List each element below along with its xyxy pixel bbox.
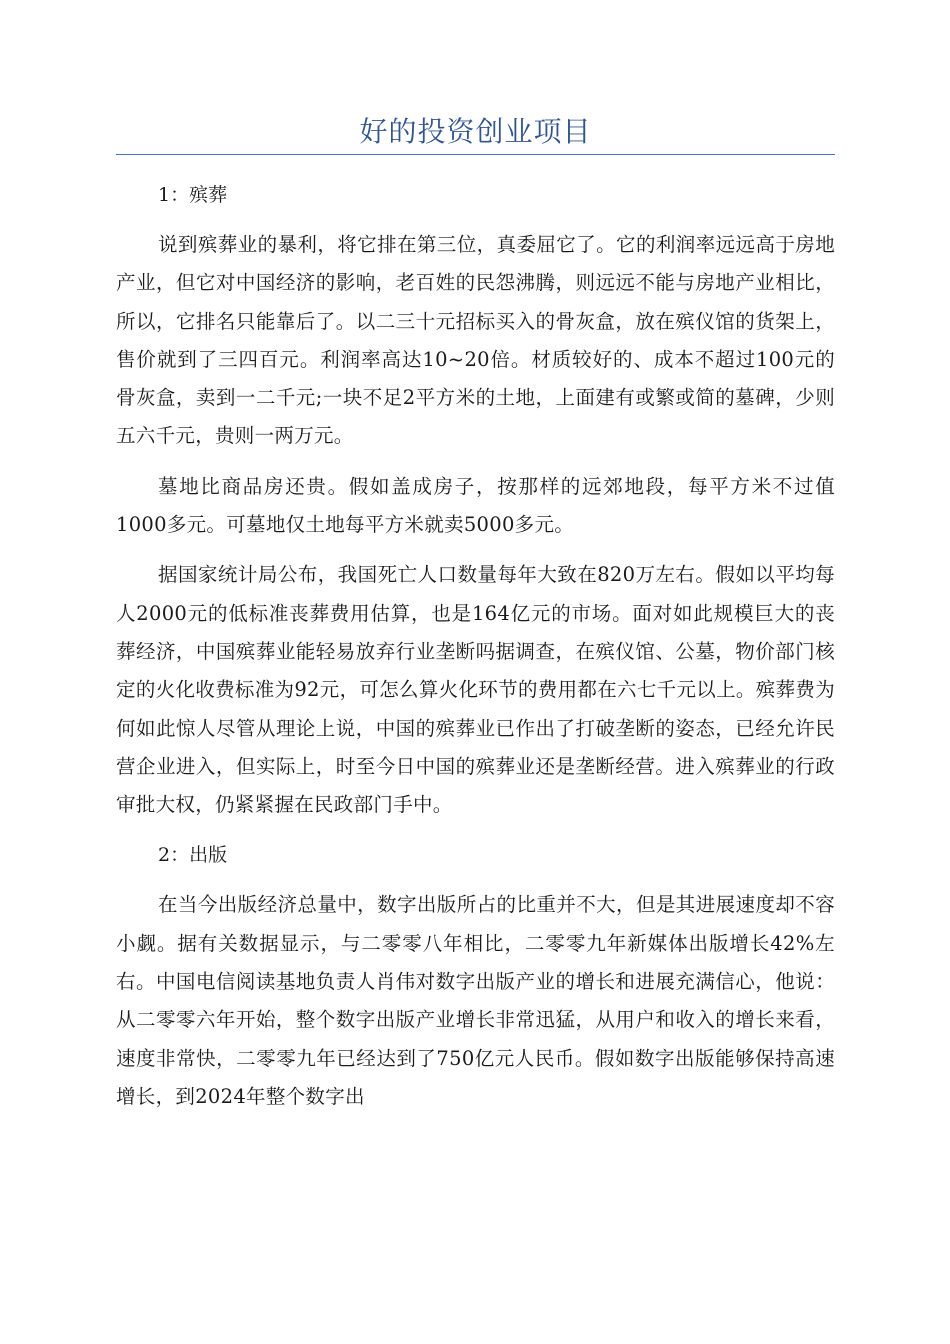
document-title: 好的投资创业项目	[359, 115, 592, 148]
paragraph: 墓地比商品房还贵。假如盖成房子，按那样的远郊地段，每平方米不过值1000多元。可墓地仅土地每平方米就卖5000多元。	[116, 474, 835, 537]
document-body	[116, 176, 835, 1128]
paragraph: 说到殡葬业的暴利，将它排在第三位，真委屈它了。它的利润率远远高于房地产业，但它对中国经济的影响，老百姓的民怨沸腾，则远远不能与房地产业相比，所以，它排名只能靠后了。以二三十元招标买入的骨灰盒，放在殡仪馆的货架上，售价就到了三四百元。利润率高达10~20倍。材质较好的、成本不超过100元的骨灰盒，卖到一二千元;一块不足2平方米的土地，上面建有或繁或简的墓碑，少则五六千元，贵则一两万元。	[116, 233, 835, 448]
paragraph: 在当今出版经济总量中，数字出版所占的比重并不大，但是其进展速度却不容小觑。据有关数据显示，与二零零八年相比，二零零九年新媒体出版增长42%左右。中国电信阅读基地负责人肖伟对数字出版产业的增长和进展充满信心，他说：从二零零六年开始，整个数字出版产业增长非常迅猛，从用户和收入的增长来看，速度非常快，二零零九年已经达到了750亿元人民币。假如数字出版能够保持高速增长，到2024年整个数字出	[116, 893, 835, 1108]
paragraph: 据国家统计局公布，我国死亡人口数量每年大致在820万左右。假如以平均每人2000元的低标准丧葬费用估算，也是164亿元的市场。面对如此规模巨大的丧葬经济，中国殡葬业能轻易放弃行业垄断吗据调查，在殡仪馆、公墓，物价部门核定的火化收费标准为92元，可怎么算火化环节的费用都在六七千元以上。殡葬费为何如此惊人尽管从理论上说，中国的殡葬业已作出了打破垄断的姿态，已经允许民营企业进入，但实际上，时至今日中国的殡葬业还是垄断经营。进入殡葬业的行政审批大权，仍紧紧握在民政部门手中。	[116, 563, 835, 817]
title-underline	[116, 154, 835, 155]
section-heading-1: 1：殡葬	[158, 184, 228, 206]
section-heading-2: 2：出版	[158, 844, 228, 867]
